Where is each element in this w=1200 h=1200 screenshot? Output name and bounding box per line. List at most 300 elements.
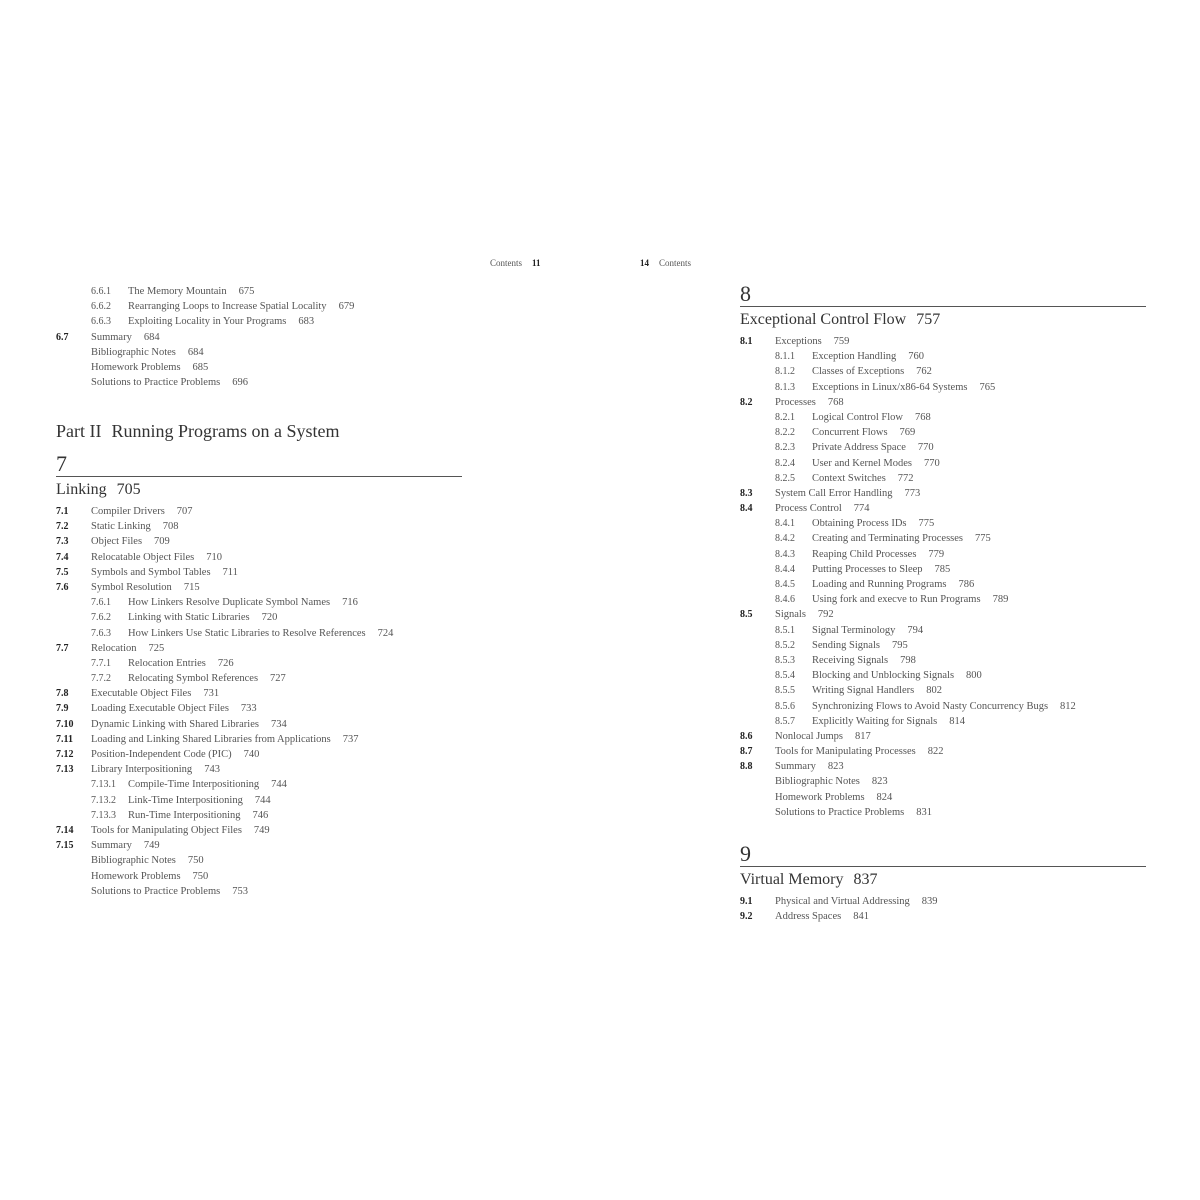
- toc-entry-text: [91, 641, 164, 656]
- toc-entry-number: 7.14: [56, 824, 74, 836]
- toc-entry-title: Link-Time Interpositioning: [128, 794, 243, 806]
- toc-entry-text: [91, 686, 219, 701]
- toc-entry-text: [775, 774, 888, 789]
- toc-entry-page: 734: [270, 718, 287, 730]
- toc-entry-text: [812, 699, 1076, 714]
- toc-entry-title: Signal Terminology: [812, 624, 896, 636]
- part-heading: [56, 420, 462, 442]
- toc-entry-page: 749: [253, 824, 270, 836]
- toc-continued-section: [56, 284, 476, 390]
- toc-entry: [56, 565, 462, 580]
- toc-entry-text: [812, 683, 942, 698]
- toc-entry-number: 7.10: [56, 718, 74, 730]
- toc-entry-text: [775, 744, 943, 759]
- toc-entry-text: [775, 607, 834, 622]
- toc-entry: [740, 425, 1200, 440]
- toc-entry-number: 8.5.6: [775, 700, 795, 712]
- toc-entry-text: [128, 777, 287, 792]
- toc-entry-text: [128, 793, 271, 808]
- toc-entry-text: [812, 471, 914, 486]
- toc-entry-text: [91, 565, 238, 580]
- toc-entry-page: 744: [254, 794, 271, 806]
- chapter-title-text: Exceptional Control Flow: [740, 311, 907, 328]
- toc-entry-page: 812: [1060, 700, 1076, 712]
- toc-entry-text: [91, 732, 358, 747]
- toc-entry-title: Compiler Drivers: [91, 506, 165, 517]
- toc-entry-number: 8.5: [740, 609, 753, 621]
- toc-entry-number: 7.6.1: [91, 597, 111, 609]
- toc-entry: [740, 668, 1200, 683]
- toc-entry-text: [775, 486, 920, 501]
- toc-entry: [56, 701, 462, 716]
- toc-entry: [56, 884, 462, 899]
- toc-entry-text: [128, 610, 277, 625]
- toc-entry: [56, 534, 462, 549]
- chapter-rule: [56, 476, 462, 477]
- toc-entry-page: 775: [975, 533, 991, 545]
- toc-entry-page: 773: [904, 487, 921, 499]
- toc-entry: [740, 607, 1200, 622]
- toc-entry-text: [91, 853, 204, 868]
- chapter-page-number: 757: [916, 311, 941, 328]
- toc-entry-number: 8.4.4: [775, 563, 795, 575]
- chapter-title-text: Virtual Memory: [740, 871, 844, 888]
- toc-entry: [56, 793, 462, 808]
- toc-entry-page: 789: [992, 594, 1009, 606]
- toc-entry-page: 786: [958, 579, 975, 590]
- toc-entry: [740, 380, 1200, 395]
- toc-entry-number: 8.5.5: [775, 685, 795, 697]
- toc-entry-title: Exception Handling: [812, 351, 897, 363]
- toc-entry-title: Reaping Child Processes: [812, 548, 917, 560]
- toc-entry: [740, 547, 1200, 562]
- toc-entry: [56, 519, 462, 534]
- chapter-page-number: 705: [116, 481, 141, 498]
- toc-entry: [56, 595, 462, 610]
- toc-entry-number: 7.4: [56, 551, 69, 563]
- toc-entry-title: Relocating Symbol References: [128, 673, 259, 685]
- toc-entry-number: 8.2.1: [775, 411, 795, 423]
- toc-entry: [740, 592, 1200, 607]
- toc-entry-title: Summary: [91, 840, 132, 852]
- toc-entry: [56, 284, 476, 299]
- toc-entry-page: 744: [271, 779, 287, 791]
- toc-chapter-7: [56, 420, 462, 899]
- chapter-title: [740, 309, 1200, 331]
- toc-entry-page: 709: [154, 536, 170, 548]
- toc-entry-page: 731: [203, 688, 220, 700]
- toc-entry-text: [812, 349, 924, 364]
- toc-entry: [56, 732, 462, 747]
- toc-entry-number: 7.11: [56, 733, 73, 745]
- toc-entry-title: Relocation Entries: [128, 657, 206, 669]
- toc-entry-title: Solutions to Practice Problems: [91, 885, 221, 897]
- toc-entry: [56, 314, 476, 329]
- toc-entry-title: Position-Independent Code (PIC): [91, 749, 232, 760]
- toc-entry-number: 8.4.2: [775, 533, 795, 545]
- toc-entry-page: 774: [853, 503, 870, 515]
- toc-entry-number: 8.3: [740, 487, 753, 499]
- toc-entry-page: 779: [928, 548, 945, 560]
- toc-entry-title: Signals: [775, 609, 806, 621]
- toc-entry-page: 765: [979, 381, 996, 393]
- toc-entry-title: Run-Time Interpositioning: [128, 809, 241, 821]
- toc-entry-number: 7.5: [56, 566, 69, 578]
- toc-entry-title: Relocatable Object Files: [91, 551, 195, 563]
- toc-entry: [740, 349, 1200, 364]
- toc-entry: [740, 364, 1200, 379]
- toc-entry-page: 841: [853, 911, 869, 923]
- toc-entry-title: Exceptions in Linux/x86-64 Systems: [812, 381, 968, 393]
- toc-entry: [740, 759, 1200, 774]
- toc-entry-title: Relocation: [91, 642, 137, 654]
- chapter-entries: [740, 894, 1200, 924]
- toc-entry-text: [91, 701, 257, 716]
- toc-entry-page: 724: [377, 627, 394, 639]
- toc-entry-text: [812, 380, 995, 395]
- toc-entry-title: Summary: [775, 761, 816, 773]
- toc-entry-page: 733: [240, 703, 257, 715]
- toc-entry-title: Address Spaces: [775, 911, 842, 923]
- toc-entry-title: Loading and Linking Shared Libraries from Applications: [91, 733, 331, 745]
- toc-entry-title: Executable Object Files: [91, 688, 192, 700]
- toc-entry-text: [91, 823, 270, 838]
- toc-entry-number: 8.2.3: [775, 442, 795, 454]
- toc-entry: [740, 410, 1200, 425]
- toc-entry-page: 750: [187, 855, 204, 867]
- toc-entry: [56, 853, 462, 868]
- toc-entry-page: 684: [143, 331, 160, 343]
- toc-entry-title: Context Switches: [812, 472, 886, 484]
- toc-entry-number: 7.13.2: [91, 794, 116, 806]
- toc-entry: [56, 580, 462, 595]
- toc-entry-text: [775, 334, 849, 349]
- toc-entry-title: Homework Problems: [91, 870, 181, 882]
- toc-entry-title: The Memory Mountain: [128, 286, 227, 297]
- toc-entry-title: Exploiting Locality in Your Programs: [128, 316, 287, 328]
- toc-entry: [740, 805, 1200, 820]
- toc-entry: [56, 626, 462, 641]
- toc-entry-number: 6.6.2: [91, 301, 111, 313]
- toc-entry-page: 749: [143, 840, 160, 852]
- toc-entry-title: Process Control: [775, 503, 842, 515]
- toc-entry-text: [812, 456, 940, 471]
- toc-entry-number: 7.13.1: [91, 779, 116, 791]
- toc-entry-title: Loading Executable Object Files: [91, 703, 229, 715]
- toc-entry-text: [91, 360, 208, 375]
- toc-entry-text: [812, 592, 1008, 607]
- toc-entry-text: [775, 909, 869, 924]
- running-head-page-number: 11: [532, 258, 541, 268]
- toc-entry-page: 824: [876, 791, 893, 803]
- chapter-title-text: Linking: [56, 481, 107, 498]
- toc-entry-title: Compile-Time Interpositioning: [128, 779, 260, 791]
- toc-entry-number: 7.6.3: [91, 627, 111, 639]
- toc-entry-page: 707: [176, 506, 193, 517]
- toc-entry-title: Blocking and Unblocking Signals: [812, 670, 955, 682]
- toc-entry-page: 817: [854, 730, 871, 742]
- chapter-number: 8: [740, 281, 751, 306]
- toc-entry-page: 675: [238, 286, 255, 297]
- toc-entry: [56, 747, 462, 762]
- chapter-number: 9: [740, 841, 751, 866]
- chapter-entries: [740, 334, 1200, 820]
- toc-entry-number: 8.4.5: [775, 579, 795, 590]
- toc-entry-page: 822: [927, 746, 944, 758]
- toc-entry-text: [775, 759, 844, 774]
- toc-entry-number: 8.5.3: [775, 654, 795, 666]
- toc-entry: [740, 334, 1200, 349]
- toc-entry: [56, 656, 462, 671]
- toc-entry-text: [91, 717, 287, 732]
- toc-entry-page: 792: [817, 609, 834, 621]
- toc-entry-page: 683: [298, 316, 315, 328]
- toc-entry-title: Loading and Running Programs: [812, 579, 947, 590]
- toc-entry-number: 7.3: [56, 536, 69, 548]
- toc-entry-text: [775, 894, 938, 909]
- toc-entry-number: 8.1.1: [775, 351, 795, 363]
- toc-entry-page: 839: [921, 896, 938, 907]
- toc-entry-number: 8.4.6: [775, 594, 795, 606]
- toc-entry: [740, 440, 1200, 455]
- toc-entry-text: [775, 805, 932, 820]
- toc-entry: [56, 330, 476, 345]
- toc-entry-text: [128, 671, 286, 686]
- toc-entry-page: 684: [187, 346, 204, 358]
- toc-entry: [740, 531, 1200, 546]
- chapter-number: 7: [56, 451, 67, 476]
- toc-entry-page: 770: [924, 457, 940, 469]
- toc-entry: [740, 683, 1200, 698]
- chapter-title: [56, 479, 462, 501]
- toc-entry-number: 7.13: [56, 764, 74, 776]
- toc-entry: [740, 714, 1200, 729]
- toc-entry: [740, 577, 1200, 592]
- toc-entry-text: [812, 668, 982, 683]
- toc-entry: [56, 345, 476, 360]
- toc-entry-text: [91, 534, 170, 549]
- toc-entry: [56, 717, 462, 732]
- toc-entry-page: 814: [949, 715, 965, 727]
- toc-entry-page: 720: [261, 612, 278, 624]
- toc-entry-number: 7.1: [56, 506, 69, 517]
- toc-entry-text: [775, 395, 844, 410]
- toc-entry-number: 7.13.3: [91, 809, 116, 821]
- toc-entry-text: [128, 626, 393, 641]
- toc-entry: [56, 299, 476, 314]
- toc-entry: [740, 744, 1200, 759]
- toc-entry-title: Bibliographic Notes: [91, 346, 176, 358]
- toc-entry-number: 9.2: [740, 911, 753, 923]
- chapter-entries: [56, 504, 462, 899]
- chapter-title: [740, 869, 1200, 891]
- toc-entry-title: User and Kernel Modes: [812, 457, 913, 469]
- toc-entry: [740, 653, 1200, 668]
- toc-entry-number: 8.1.3: [775, 381, 795, 393]
- toc-entry-text: [812, 440, 934, 455]
- toc-entry-text: [775, 501, 870, 516]
- toc-entry-text: [775, 729, 871, 744]
- toc-entry: [740, 501, 1200, 516]
- toc-entry-text: [812, 425, 915, 440]
- toc-entry-page: 716: [342, 597, 358, 609]
- toc-entry-page: 823: [827, 761, 844, 773]
- toc-entry: [56, 550, 462, 565]
- toc-entry: [740, 623, 1200, 638]
- toc-entry: [740, 790, 1200, 805]
- toc-entry-number: 6.6.1: [91, 286, 111, 297]
- toc-entry-number: 8.4.1: [775, 518, 795, 530]
- toc-entry-text: [91, 550, 222, 565]
- toc-entry-page: 725: [148, 642, 165, 654]
- toc-entry-page: 831: [916, 806, 932, 818]
- toc-entry-title: Bibliographic Notes: [775, 776, 860, 788]
- toc-entry-text: [775, 790, 892, 805]
- toc-entry-number: 8.5.7: [775, 715, 795, 727]
- toc-entry-number: 7.2: [56, 521, 69, 533]
- toc-entry-number: 9.1: [740, 896, 753, 907]
- toc-entry-page: 759: [833, 336, 850, 347]
- running-head-right: [640, 258, 691, 268]
- toc-entry-number: 7.7: [56, 642, 69, 654]
- toc-entry-number: 8.1.2: [775, 366, 795, 378]
- toc-entry-title: Tools for Manipulating Object Files: [91, 824, 242, 836]
- toc-entry-text: [128, 595, 358, 610]
- toc-entry-text: [812, 531, 991, 546]
- toc-entry-text: [91, 762, 220, 777]
- toc-entry-title: Obtaining Process IDs: [812, 518, 907, 530]
- toc-entry-text: [91, 838, 160, 853]
- running-head-page-number: 14: [640, 258, 649, 268]
- toc-entry-page: 772: [897, 472, 914, 484]
- toc-entry-title: Library Interpositioning: [91, 764, 193, 776]
- toc-entry-text: [812, 364, 932, 379]
- toc-entry-title: Linking with Static Libraries: [128, 612, 250, 624]
- toc-entry-text: [812, 410, 931, 425]
- toc-entry-title: Processes: [775, 396, 816, 408]
- toc-entry-text: [812, 638, 908, 653]
- toc-entry-page: 727: [270, 673, 286, 685]
- toc-entry-number: 7.6.2: [91, 612, 111, 624]
- toc-entry: [740, 894, 1200, 909]
- toc-entry-number: 8.4: [740, 503, 753, 515]
- toc-entry-page: 710: [206, 551, 222, 563]
- toc-entry-page: 802: [926, 685, 942, 697]
- toc-entry-title: Symbol Resolution: [91, 581, 172, 593]
- toc-entry-number: 7.9: [56, 703, 69, 715]
- toc-entry-page: 726: [217, 657, 234, 669]
- toc-entry-page: 795: [891, 639, 908, 651]
- toc-entry: [740, 486, 1200, 501]
- toc-entry-title: System Call Error Handling: [775, 487, 893, 499]
- toc-entry-number: 8.2.2: [775, 427, 795, 439]
- toc-entry-page: 794: [907, 624, 924, 636]
- toc-entry-page: 768: [827, 396, 844, 408]
- toc-entry-number: 7.7.1: [91, 657, 111, 669]
- toc-entry-text: [812, 714, 965, 729]
- toc-entry-number: 7.12: [56, 749, 74, 760]
- toc-entry: [740, 456, 1200, 471]
- chapter-rule: [740, 306, 1146, 307]
- toc-entry-text: [812, 547, 944, 562]
- toc-entry-text: [128, 808, 268, 823]
- chapter-page-number: 837: [853, 871, 878, 888]
- toc-entry: [56, 610, 462, 625]
- toc-entry-title: Physical and Virtual Addressing: [775, 896, 910, 907]
- toc-entry-title: Solutions to Practice Problems: [775, 806, 905, 818]
- toc-entry: [740, 395, 1200, 410]
- toc-chapter-8: [740, 282, 1200, 820]
- toc-entry-title: Using fork and execve to Run Programs: [812, 594, 981, 606]
- chapter-rule: [740, 866, 1146, 867]
- toc-entry-title: How Linkers Use Static Libraries to Resolve References: [128, 627, 366, 639]
- toc-entry-title: Nonlocal Jumps: [775, 730, 843, 742]
- toc-entry: [56, 375, 476, 390]
- toc-entry-number: 6.6.3: [91, 316, 111, 328]
- toc-entry-text: [91, 884, 248, 899]
- toc-entry: [740, 909, 1200, 924]
- toc-entry-title: Exceptions: [775, 336, 822, 347]
- toc-entry-title: Static Linking: [91, 521, 151, 533]
- toc-entry-number: 8.2.5: [775, 472, 795, 484]
- toc-entry-number: 7.6: [56, 581, 69, 593]
- toc-entry-title: Sending Signals: [812, 639, 880, 651]
- toc-entry-title: Bibliographic Notes: [91, 855, 176, 867]
- toc-entry-title: Synchronizing Flows to Avoid Nasty Concurrency Bugs: [812, 700, 1049, 712]
- toc-entry: [56, 504, 462, 519]
- toc-entry: [740, 516, 1200, 531]
- toc-entry-page: 798: [900, 654, 916, 666]
- running-head-label: Contents: [490, 258, 523, 268]
- part-title: Running Programs on a System: [111, 421, 340, 441]
- toc-entry-number: 8.2: [740, 396, 753, 408]
- toc-entry-page: 685: [192, 361, 209, 373]
- toc-entry-page: 770: [917, 442, 934, 454]
- toc-entry-title: Putting Processes to Sleep: [812, 563, 923, 575]
- toc-entry-number: 6.7: [56, 331, 69, 343]
- toc-entry-title: Rearranging Loops to Increase Spatial Locality: [128, 301, 327, 313]
- toc-entry: [56, 671, 462, 686]
- running-head-left: [490, 258, 551, 268]
- toc-entry: [740, 729, 1200, 744]
- running-head-label: Contents: [659, 258, 692, 268]
- toc-entry-page: 775: [918, 518, 935, 530]
- toc-entry: [56, 808, 462, 823]
- toc-entry-number: 8.5.4: [775, 670, 795, 682]
- toc-entry-title: Tools for Manipulating Processes: [775, 746, 916, 758]
- toc-entry-page: 785: [934, 563, 951, 575]
- toc-entry: [56, 641, 462, 656]
- toc-entry-text: [91, 504, 193, 519]
- toc-entry-page: 743: [204, 764, 220, 776]
- toc-entry-title: Object Files: [91, 536, 143, 548]
- toc-entry-title: Private Address Space: [812, 442, 906, 454]
- toc-entry-title: Homework Problems: [91, 361, 181, 373]
- toc-entry-text: [91, 330, 160, 345]
- toc-entry-title: Symbols and Symbol Tables: [91, 566, 211, 578]
- toc-entry-title: Classes of Exceptions: [812, 366, 905, 378]
- toc-entry-text: [91, 345, 204, 360]
- toc-entry-page: 762: [916, 366, 932, 378]
- toc-entry-page: 696: [232, 377, 248, 389]
- toc-entry-number: 8.5.1: [775, 624, 795, 636]
- toc-entry-page: 711: [222, 566, 238, 578]
- toc-entry: [56, 838, 462, 853]
- toc-entry-page: 760: [908, 351, 925, 363]
- toc-entry-text: [128, 656, 234, 671]
- toc-entry-number: 8.2.4: [775, 457, 795, 469]
- toc-entry-text: [91, 519, 179, 534]
